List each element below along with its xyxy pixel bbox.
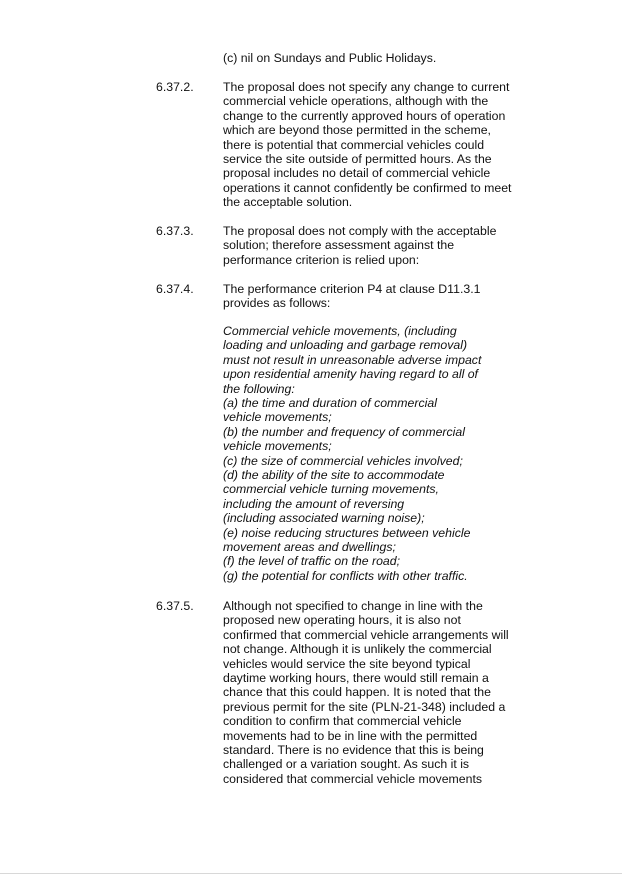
paragraph-line: The proposal does not specify any change to current — [223, 80, 510, 94]
page-bottom-divider — [0, 873, 622, 874]
paragraph-line: considered that commercial vehicle movements — [223, 771, 483, 786]
paragraph-number-6-37-2: 6.37.2. — [156, 80, 194, 94]
paragraph-line: not change. Although it is unlikely the commercial — [223, 642, 492, 657]
paragraph-line: performance criterion is relied upon: — [223, 252, 420, 267]
paragraph-line: The proposal does not comply with the acceptable — [223, 224, 497, 238]
quote-line: must not result in unreasonable adverse impact — [223, 352, 482, 367]
quote-line: (d) the ability of the site to accommodate — [223, 468, 445, 482]
paragraph-number-6-37-5: 6.37.5. — [156, 599, 194, 613]
paragraph-line: The performance criterion P4 at clause D11.3.1 — [223, 282, 481, 296]
quote-line: Commercial vehicle movements, (including — [223, 324, 457, 338]
quote-line: the following: — [223, 381, 295, 396]
paragraph-line: the acceptable solution. — [223, 195, 353, 210]
paragraph-line: commercial vehicle operations, although with the — [223, 94, 489, 109]
paragraph-number-6-37-3: 6.37.3. — [156, 224, 194, 238]
intro-line: (c) nil on Sundays and Public Holidays. — [223, 51, 437, 65]
quote-line: (g) the potential for conflicts with other traffic. — [223, 568, 468, 583]
paragraph-line: service the site outside of permitted hours. As the — [223, 152, 492, 166]
paragraph-line: confirmed that commercial vehicle arrangements will — [223, 627, 509, 642]
paragraph-line: change to the currently approved hours of operation — [223, 108, 506, 123]
paragraph-line: proposal includes no detail of commercial vehicle — [223, 166, 491, 181]
quote-line: (including associated warning noise); — [223, 511, 425, 526]
paragraph-line: challenged or a variation sought. As such it is — [223, 757, 470, 772]
paragraph-line: previous permit for the site (PLN-21-348) included a — [223, 699, 506, 714]
quote-line: vehicle movements; — [223, 439, 332, 454]
paragraph-number-6-37-4: 6.37.4. — [156, 282, 194, 296]
paragraph-line: Although not specified to change in line with the — [223, 599, 483, 613]
paragraph-line: daytime working hours, there would still remain a — [223, 671, 489, 685]
quote-line: (f) the level of traffic on the road; — [223, 554, 401, 569]
quote-line: (a) the time and duration of commercial — [223, 396, 437, 410]
paragraph-line: which are beyond those permitted in the scheme, — [223, 123, 491, 138]
quote-line: upon residential amenity having regard to all of — [223, 367, 478, 382]
paragraph-line: movements had to be in line with the permitted — [223, 728, 478, 743]
paragraph-line: solution; therefore assessment against the — [223, 238, 455, 253]
quote-line: (c) the size of commercial vehicles involved; — [223, 453, 463, 468]
paragraph-line: operations it cannot confidently be confirmed to meet — [223, 180, 512, 195]
paragraph-line: standard. There is no evidence that this is being — [223, 743, 484, 757]
paragraph-line: vehicles would service the site beyond typical — [223, 656, 471, 671]
paragraph-line: condition to confirm that commercial vehicle — [223, 714, 462, 729]
quote-line: (b) the number and frequency of commercial — [223, 424, 465, 439]
paragraph-line: there is potential that commercial vehicles could — [223, 137, 485, 152]
quote-line: commercial vehicle turning movements, — [223, 482, 439, 497]
quote-line: vehicle movements; — [223, 410, 332, 425]
paragraph-line: provides as follows: — [223, 296, 331, 311]
quote-line: (e) noise reducing structures between vehicle — [223, 525, 471, 540]
quote-line: including the amount of reversing — [223, 496, 405, 511]
paragraph-line: chance that this could happen. It is noted that the — [223, 685, 491, 700]
quote-line: loading and unloading and garbage removal) — [223, 338, 468, 353]
paragraph-line: proposed new operating hours, it is also not — [223, 613, 461, 628]
quote-line: movement areas and dwellings; — [223, 540, 396, 554]
